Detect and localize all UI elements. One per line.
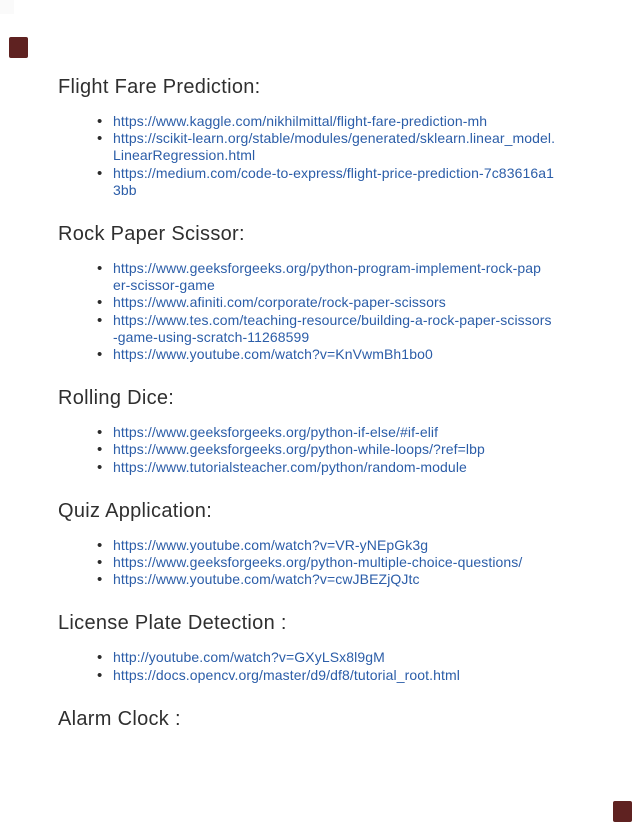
list-item [97, 667, 598, 684]
list-item [97, 113, 598, 130]
link-line: • https://www.geeksforgeeks.org/python-while-loops/?ref=lbp [113, 441, 485, 458]
link[interactable] [113, 165, 598, 199]
section [58, 76, 598, 199]
document-content [58, 76, 598, 730]
section-title: Rolling Dice: [58, 387, 175, 410]
link[interactable] [113, 459, 598, 476]
link-line: • https://www.geeksforgeeks.org/python-program-implement-rock-pap [113, 260, 542, 277]
list-item [97, 459, 598, 476]
list-item [97, 649, 598, 666]
link-line: • https://www.geeksforgeeks.org/python-multiple-choice-questions/ [113, 554, 523, 571]
link-list [97, 260, 598, 363]
link-line: • https://www.geeksforgeeks.org/python-if-else/#if-elif [113, 424, 439, 441]
corner-marker-top-left [9, 37, 28, 58]
link-list [97, 649, 598, 683]
link[interactable] [113, 571, 598, 588]
link-line: • https://www.afiniti.com/corporate/rock-paper-scissors [113, 294, 446, 311]
list-item [97, 130, 598, 164]
section [58, 500, 598, 589]
link[interactable] [113, 667, 598, 684]
link[interactable] [113, 113, 598, 130]
link-line: er-scissor-game [113, 277, 215, 294]
section-title: Alarm Clock : [58, 707, 181, 730]
page-corner-artifact [0, 0, 14, 14]
link-line: • http://youtube.com/watch?v=GXyLSx8l9gM [113, 649, 385, 666]
corner-marker-bottom-right [613, 801, 632, 822]
link[interactable] [113, 130, 598, 164]
link[interactable] [113, 441, 598, 458]
link[interactable] [113, 312, 598, 346]
link-line: 3bb [113, 181, 137, 198]
section-title: Rock Paper Scissor: [58, 223, 245, 246]
link-line: LinearRegression.html [113, 147, 256, 164]
link[interactable] [113, 424, 598, 441]
link-line: • https://www.kaggle.com/nikhilmittal/flight-fare-prediction-mh [113, 113, 488, 129]
link[interactable] [113, 260, 598, 294]
list-item [97, 441, 598, 458]
list-item [97, 554, 598, 571]
link[interactable] [113, 537, 598, 554]
link-line: • https://medium.com/code-to-express/flight-price-prediction-7c83616a1 [113, 164, 555, 181]
link-line: • https://www.youtube.com/watch?v=KnVwmBh1bo0 [113, 346, 433, 363]
list-item [97, 346, 598, 363]
link-line: -game-using-scratch-11268599 [113, 328, 310, 345]
list-item [97, 571, 598, 588]
link-list [97, 424, 598, 476]
link-list [97, 537, 598, 589]
list-item [97, 165, 598, 199]
list-item [97, 424, 598, 441]
list-item [97, 294, 598, 311]
section [58, 223, 598, 363]
link-line: • https://www.tes.com/teaching-resource/building-a-rock-paper-scissors [113, 311, 552, 328]
link[interactable] [113, 649, 598, 666]
list-item [97, 537, 598, 554]
link-line: • https://scikit-learn.org/stable/modules/generated/sklearn.linear_model. [113, 130, 556, 147]
section [58, 612, 598, 683]
link[interactable] [113, 554, 598, 571]
list-item [97, 260, 598, 294]
section-title: Flight Fare Prediction: [58, 76, 261, 98]
section [58, 708, 598, 730]
link-list [97, 113, 598, 199]
section-title: Quiz Application: [58, 499, 213, 522]
link-line: • https://www.youtube.com/watch?v=cwJBEZjQJtc [113, 571, 420, 588]
section-title: License Plate Detection : [58, 612, 287, 635]
link[interactable] [113, 294, 598, 311]
link[interactable] [113, 346, 598, 363]
list-item [97, 312, 598, 346]
link-line: • https://www.youtube.com/watch?v=VR-yNEpGk3g [113, 536, 429, 553]
link-line: • https://docs.opencv.org/master/d9/df8/tutorial_root.html [113, 666, 460, 683]
section [58, 387, 598, 476]
link-line: • https://www.tutorialsteacher.com/python/random-module [113, 458, 467, 475]
